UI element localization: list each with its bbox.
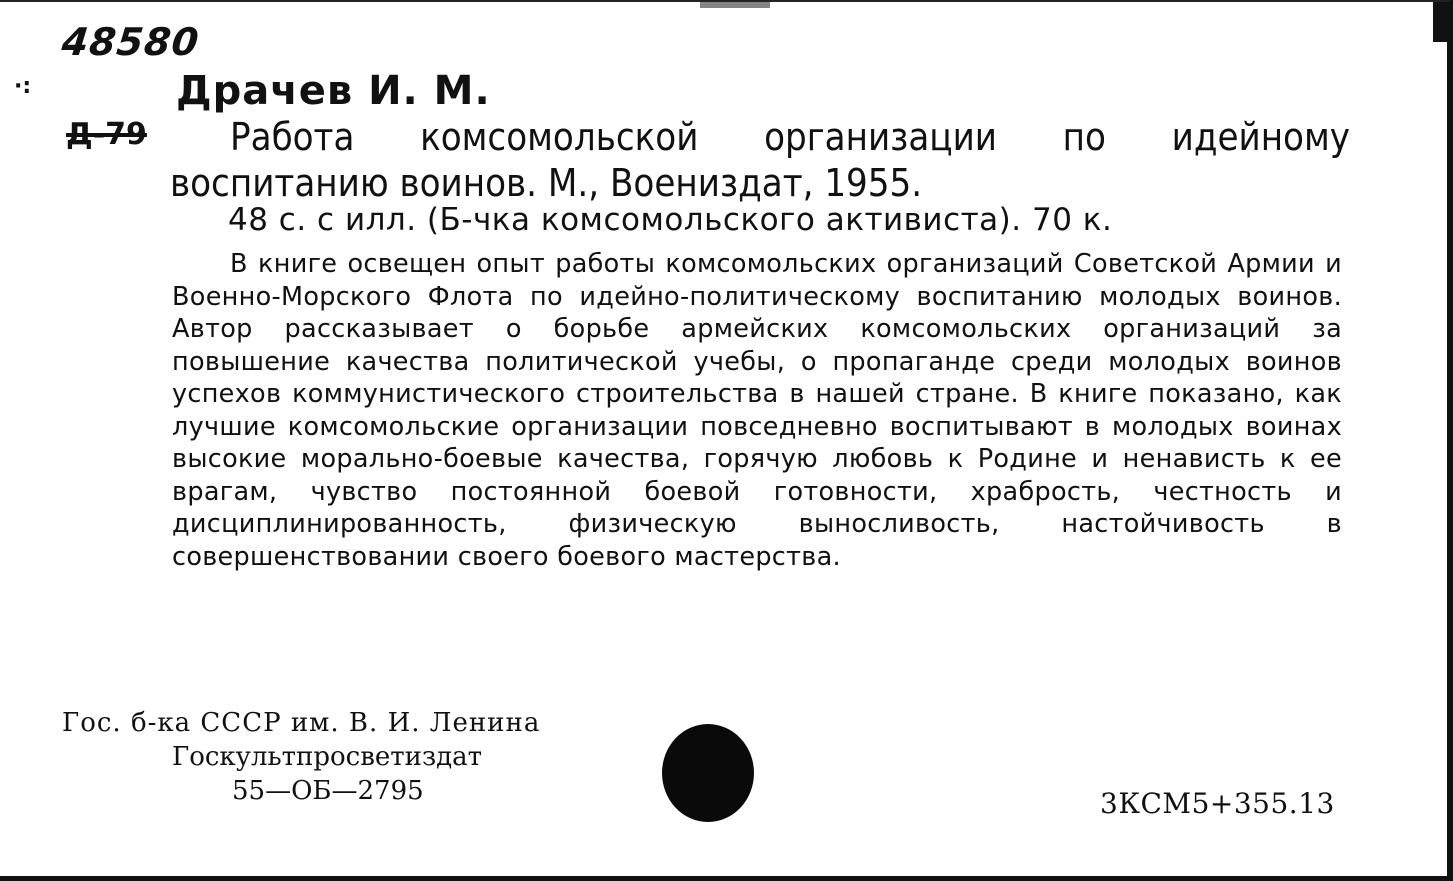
card-edge-mark [1433,2,1447,42]
margin-mark: ·: [14,74,32,99]
library-info [62,706,540,808]
book-title: Работа комсомольской организации по идейному воспитанию воинов. М., Воениздат, 1955. [170,115,1350,205]
imprint-line: 48 с. с илл. (Б-чка комсомольского активиста). 70 к. [228,202,1113,238]
inventory-number: 48580 [59,20,202,64]
ink-smudge [700,2,770,8]
order-number: 55—ОБ—2795 [232,776,424,806]
classification-code: 3КСМ5+355.13 [1100,787,1335,820]
punch-hole [662,724,754,822]
annotation-text: В книге освещен опыт работы комсомольских организаций Советской Армии и Военно-Морского Флота по идейно-политическому воспитанию молодых воинов. Автор рассказывает о борьбе армейских комсомольских организаций за повышение качества политической учебы, о пропаганде среди молодых воинов успехов коммунистического строительства в нашей стране. В книге показано, как лучшие комсомольские организации повседневно воспитывают в молодых воинах высокие морально-боевые качества, горячую любовь к Родине и ненависть к ее врагам, чувство постоянной боевой готовности, храбрость, честность и дисциплинированность, физическую выносливость, настойчивость в совершенствовании своего боевого мастерства. [172,249,1342,572]
publisher-name: Госкультпросветиздат [172,742,483,772]
call-number: Д-79 [66,117,147,152]
author-heading: Драчев И. М. [176,68,491,114]
library-name: Гос. б-ка СССР им. В. И. Ленина [62,708,541,738]
